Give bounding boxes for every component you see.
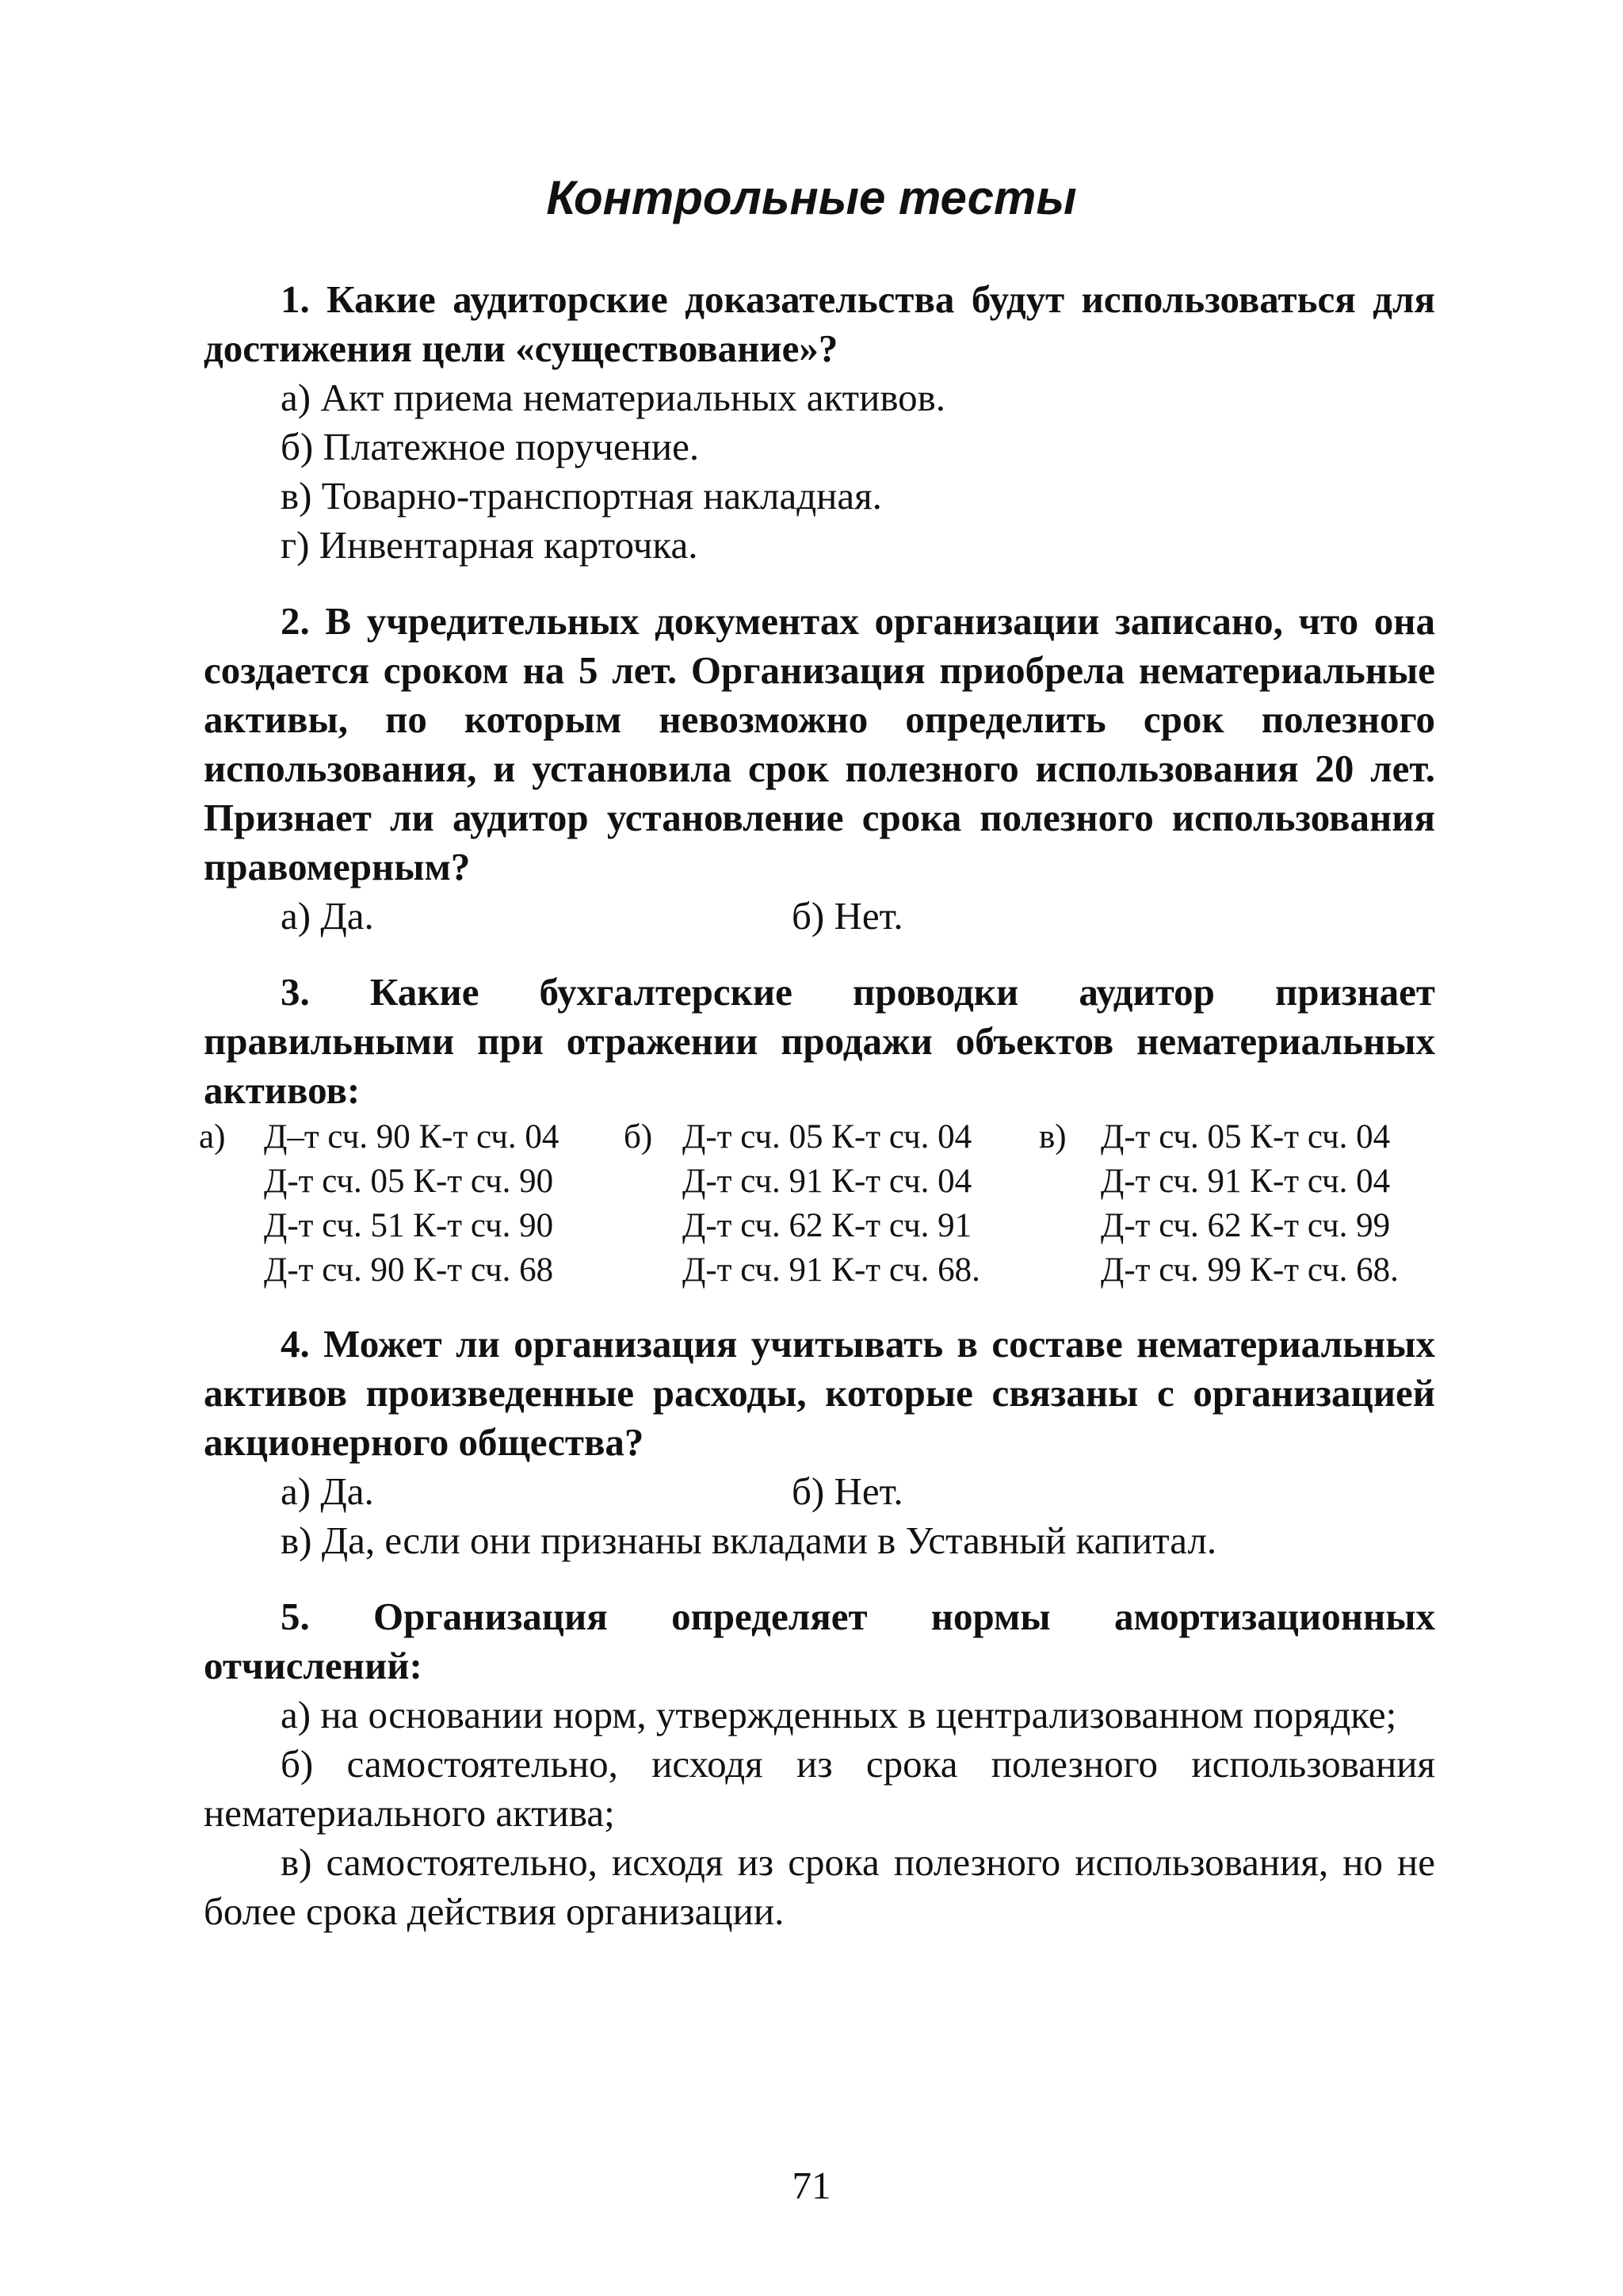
- entry-group-a: [264, 1115, 559, 1293]
- question-1-option-d: г) Инвентарная карточка.: [281, 523, 698, 567]
- entry-line: Д-т сч. 91 К-т сч. 04: [682, 1163, 972, 1200]
- question-5-option-c: в) самостоятельно, исходя из срока полезного использования, но не более срока действия организации.: [204, 1840, 1435, 1933]
- question-2-option-a: а) Да.: [281, 894, 374, 938]
- entry-line: Д-т сч. 62 К-т сч. 91: [682, 1207, 972, 1244]
- entry-line: Д-т сч. 90 К-т сч. 68: [264, 1251, 554, 1289]
- question-2-option-b: б) Нет.: [792, 894, 903, 938]
- question-4-option-b: б) Нет.: [792, 1469, 903, 1513]
- entry-line: Д-т сч. 91 К-т сч. 04: [1101, 1163, 1391, 1200]
- question-2-options: [204, 892, 1435, 941]
- question-5-text: 5. Организация определяет нормы амортизационных отчислений:: [204, 1595, 1435, 1687]
- question-2-text: 2. В учредительных документах организации записано, что она создается сроком на 5 лет. Организация приобрела нематериальные активы, по которым невозможно определить срок полезного использования, и установила срок полезного использования 20 лет. Признает ли аудитор установление срока полезного использования правомерным?: [204, 599, 1435, 888]
- test-content: [199, 275, 1435, 1936]
- entry-line: Д-т сч. 91 К-т сч. 68.: [682, 1251, 980, 1289]
- entry-line: Д-т сч. 99 К-т сч. 68.: [1101, 1251, 1399, 1289]
- question-4-text: 4. Может ли организация учитывать в составе нематериальных активов произведенные расходы, которые связаны с организацией акционерного общества?: [204, 1322, 1435, 1464]
- question-5-option-a: а) на основании норм, утвержденных в централизованном порядке;: [281, 1693, 1397, 1736]
- question-1-option-c: в) Товарно-транспортная накладная.: [281, 474, 882, 518]
- question-5: [204, 1592, 1435, 1936]
- entry-line: Д–т сч. 90 К-т сч. 04: [264, 1118, 559, 1156]
- question-1-option-a: а) Акт приема нематериальных активов.: [281, 376, 946, 419]
- entry-group-c: [1101, 1115, 1399, 1293]
- page-title: Контрольные тесты: [546, 171, 1077, 224]
- question-4-option-a: а) Да.: [281, 1469, 374, 1513]
- entry-line: Д-т сч. 05 К-т сч. 04: [1101, 1118, 1391, 1156]
- question-4: [204, 1320, 1435, 1565]
- entry-group-a-letter: а): [199, 1118, 226, 1156]
- entry-line: Д-т сч. 05 К-т сч. 04: [682, 1118, 972, 1156]
- entry-group-b: [682, 1115, 980, 1293]
- entry-group-c-letter: в): [1039, 1118, 1067, 1156]
- question-1-option-b: б) Платежное поручение.: [281, 425, 700, 468]
- page-number: 71: [792, 2164, 831, 2207]
- question-5-option-b: б) самостоятельно, исходя из срока полезного использования нематериального актива;: [204, 1742, 1435, 1835]
- question-3: [199, 968, 1435, 1293]
- entry-group-b-letter: б): [624, 1118, 653, 1156]
- question-1: [204, 275, 1435, 570]
- entry-line: Д-т сч. 62 К-т сч. 99: [1101, 1207, 1391, 1244]
- entry-line: Д-т сч. 51 К-т сч. 90: [264, 1207, 554, 1244]
- question-2: [204, 597, 1435, 941]
- question-1-text: 1. Какие аудиторские доказательства будут использоваться для достижения цели «существование»?: [204, 277, 1435, 370]
- question-4-options-row: [204, 1467, 1435, 1516]
- question-4-option-c: в) Да, если они признаны вкладами в Уставный капитал.: [281, 1519, 1217, 1562]
- entry-line: Д-т сч. 05 К-т сч. 90: [264, 1163, 554, 1200]
- question-3-text: 3. Какие бухгалтерские проводки аудитор признает правильными при отражении продажи объектов нематериальных активов:: [204, 970, 1435, 1112]
- question-3-entries: [199, 1115, 1435, 1293]
